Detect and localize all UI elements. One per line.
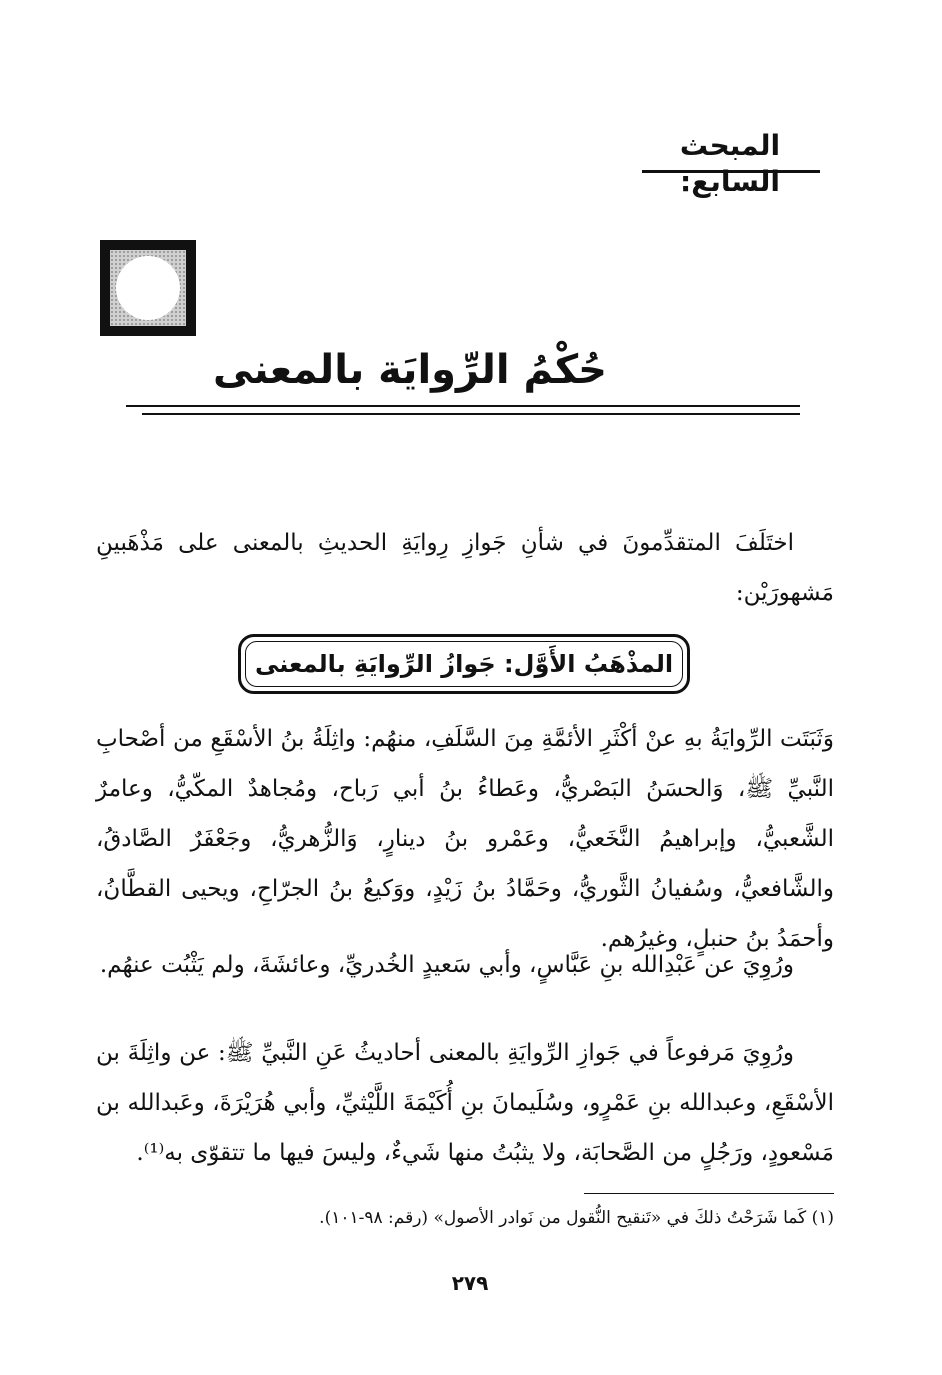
section-label-underline [642, 170, 820, 173]
section-label: المبحث السابع: [679, 129, 781, 198]
ornament-dotted-frame [110, 250, 186, 326]
intro-paragraph: اختَلَفَ المتقدِّمونَ في شأنِ جَوازِ رِوايَةِ الحديثِ بالمعنى على مَذْهَبينِ مَشهورَيْن: [96, 530, 834, 606]
chapter-title: حُكْمُ الرِّوايَة بالمعنى [212, 347, 608, 393]
body-paragraph: ورُوِيَ عن عَبْدِالله بنِ عَبَّاسٍ، وأبي سَعيدٍ الخُدريِّ، وعائشَةَ، ولم يَثْبُت عنهُم. [99, 952, 794, 978]
page-number: ٢٧٩ [451, 1271, 489, 1295]
title-rule-top [126, 405, 800, 407]
footnote: (١) كَما شَرَحْتُ ذلكَ في «تَنقيح النُّقول من نَوادر الأصول» (رقم: ٩٨-١٠١). [319, 1208, 834, 1228]
body-paragraph: وَثَبَتَت الرِّوايَةُ بهِ عنْ أكْثَرِ الأئمَّةِ مِنَ السَّلَفِ، منهُم: واثِلَةُ بنُ الأسْقَعِ من أصْحابِ النَّبيِّ ﷺ، وَالحسَنُ البَصْريُّ، وعَطاءُ بنُ أبي رَباح، ومُجاهدٌ المكّيُّ، وعامرٌ الشَّعبيُّ، وإبراهيمُ النَّخَعيُّ، وعَمْرو بنُ دينارٍ، وَالزُّهريُّ، وجَعْفَرٌ الصَّادقُ، والشَّافعيُّ، وسُفيانُ الثَّوريُّ، وحَمَّادُ بنُ زَيْدٍ، ووَكيعُ بنُ الجرّاحِ، ويحيى القطَّانُ، وأحمَدُ بنُ حنبلٍ، وغيرُهم. [96, 726, 834, 952]
ornament-circle [116, 256, 180, 320]
chapter-ornament [100, 240, 196, 336]
body-paragraph: ورُوِيَ مَرفوعاً في جَوازِ الرِّوايَةِ بالمعنى أحاديثُ عَنِ النَّبيِّ ﷺ: عن واثِلَةَ بن الأسْقَعِ، وعبدالله بنِ عَمْرٍو، وسُلَيمانَ بنِ أُكَيْمَةَ اللَّيْثيِّ، وأبي هُرَيْرَةَ، وعَبدالله بن مَسْعودٍ، ورَجُلٍ من الصَّحابَة، ولا يثبُتُ منها شَيءٌ، وليسَ فيها ما تتقوّى به⁽¹⁾. [96, 1040, 834, 1166]
title-rule-bottom [142, 413, 800, 415]
footnote-separator [584, 1193, 834, 1194]
subheading: المذْهَبُ الأَوَّل: جَوازُ الرِّوايَةِ بالمعنى [254, 650, 674, 678]
